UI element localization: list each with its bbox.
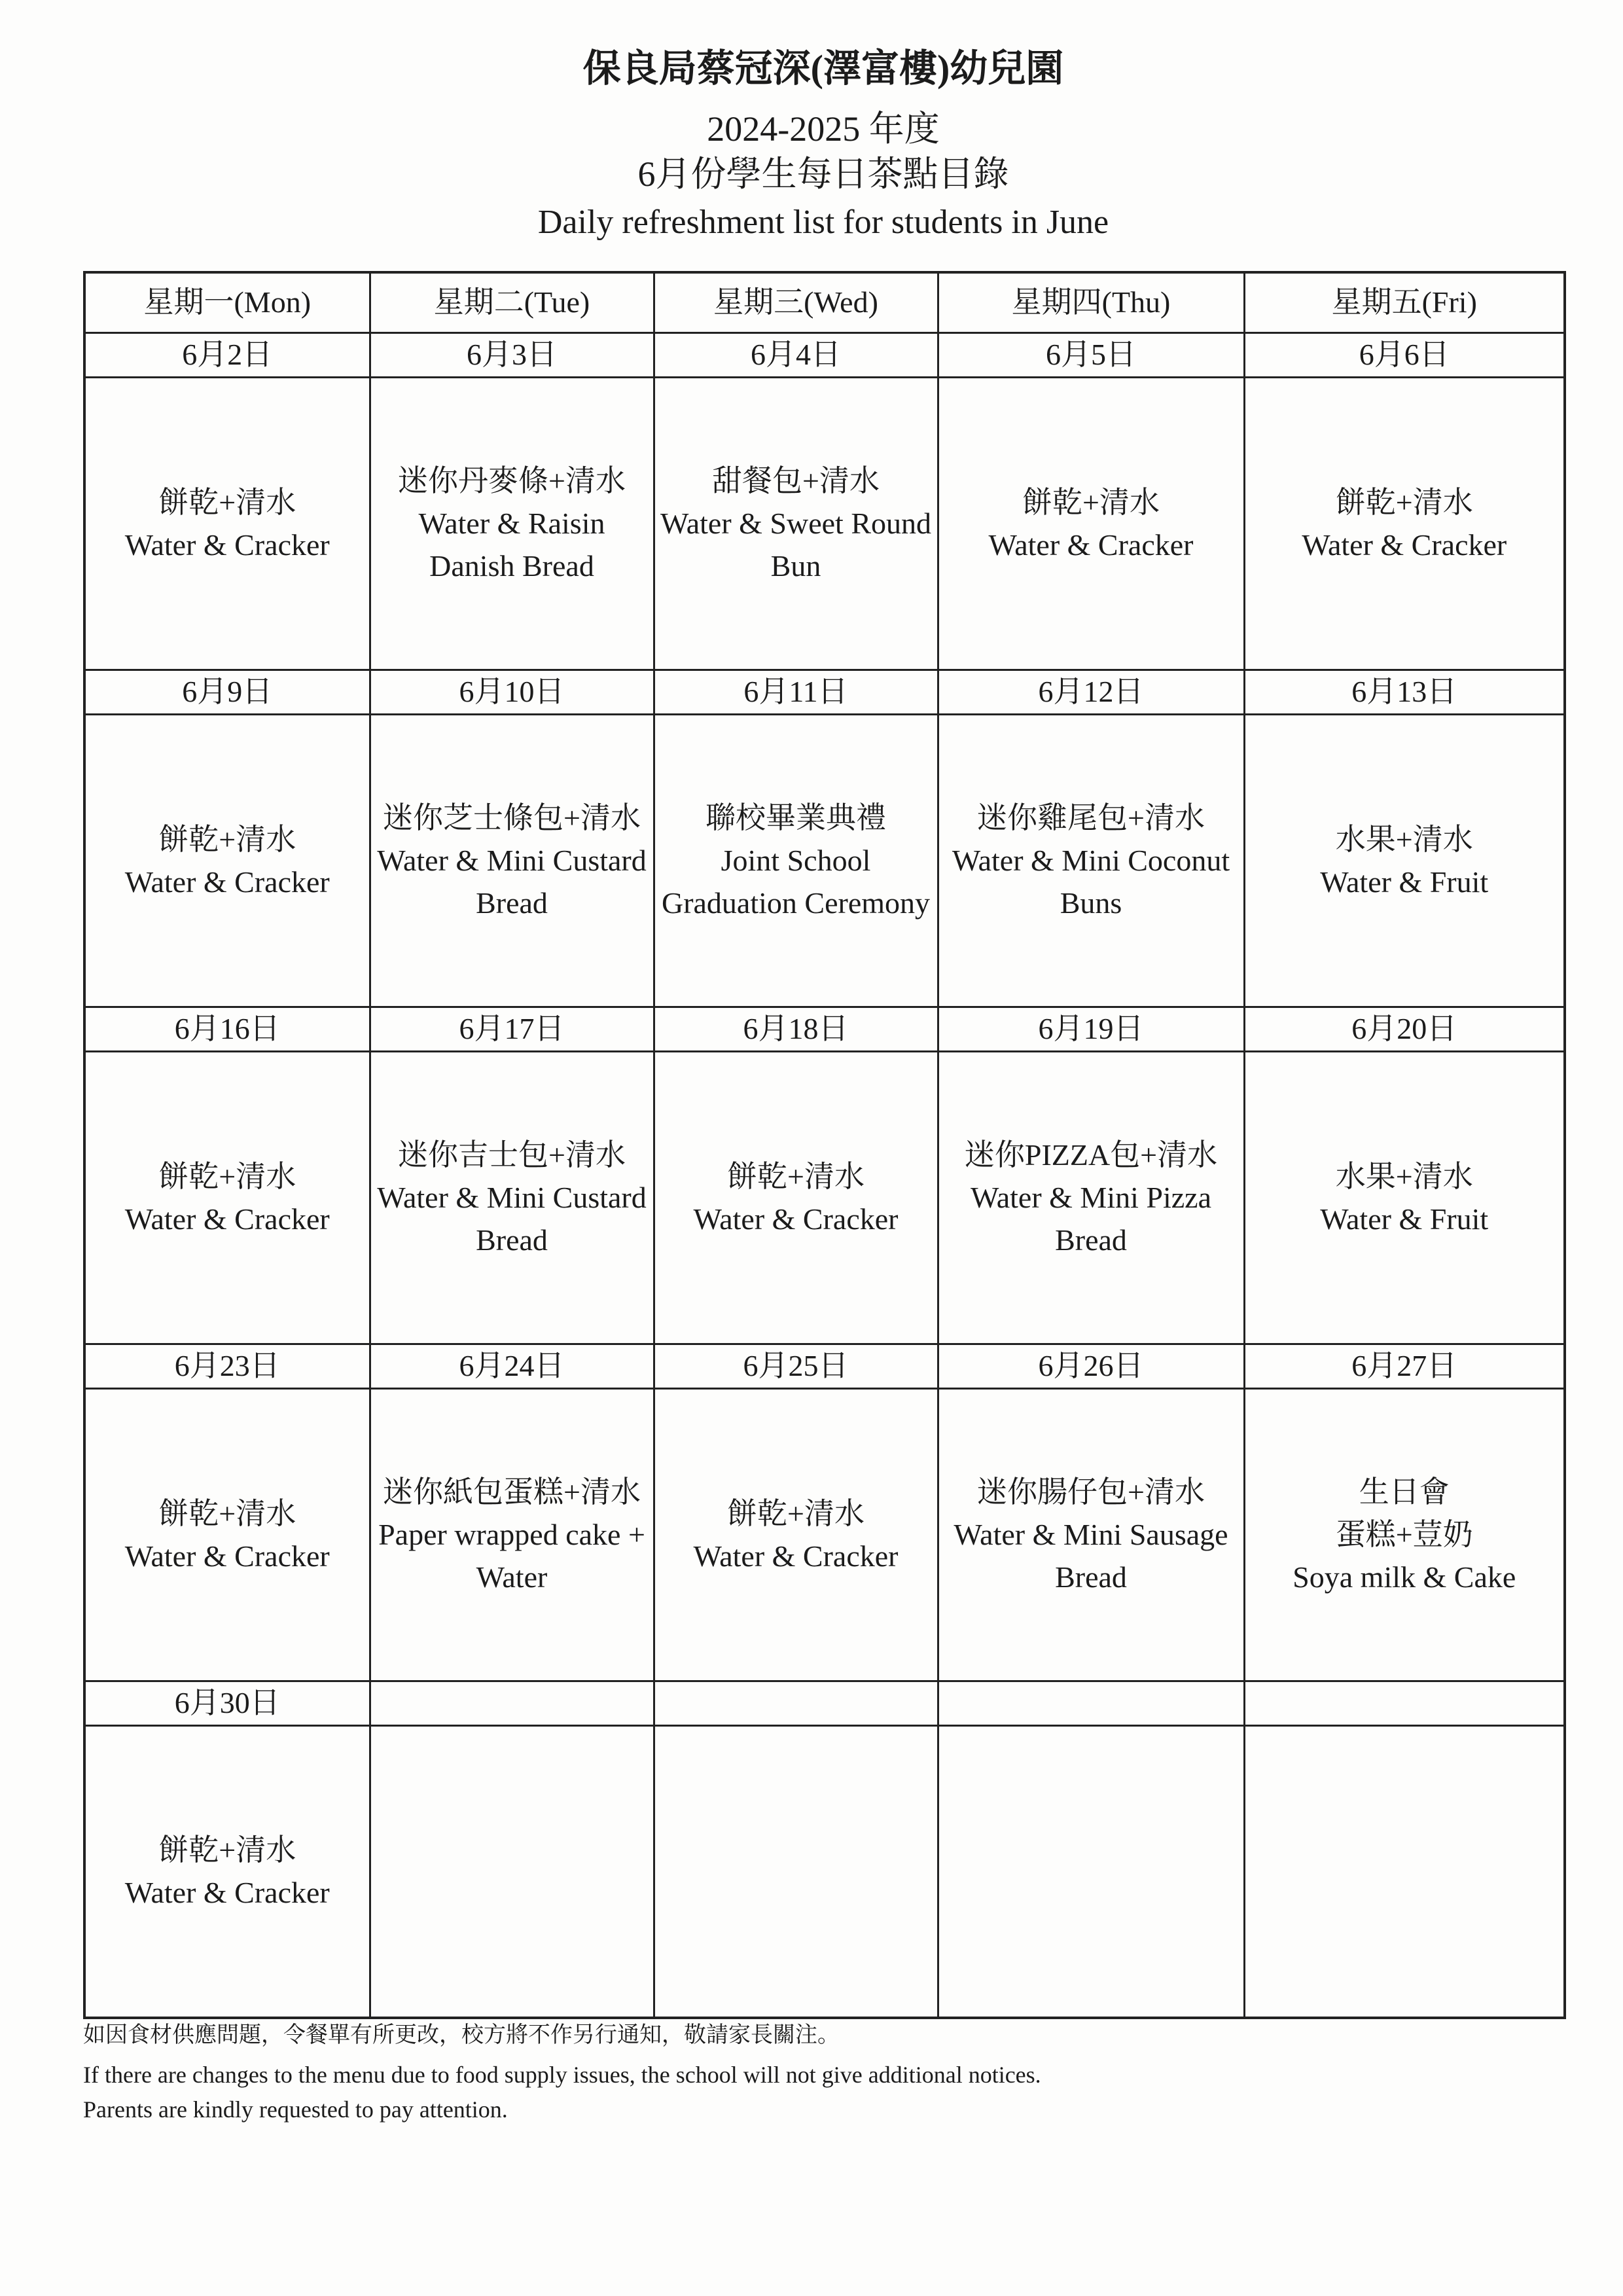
title-en: Daily refreshment list for students in June	[537, 204, 1109, 241]
menu-cell	[1244, 377, 1565, 670]
weekday-monday: 星期一(Mon)	[84, 272, 370, 332]
date-cell: 6月12日	[938, 670, 1244, 714]
menu-cell	[84, 714, 370, 1007]
menu-cell	[370, 1051, 654, 1344]
school-year: 2024-2025 年度	[707, 109, 940, 149]
weekday-thursday: 星期四(Thu)	[938, 272, 1244, 332]
menu-row	[84, 1388, 1565, 1681]
empty-date-cell	[1244, 1681, 1565, 1725]
date-cell: 6月26日	[938, 1344, 1244, 1388]
menu-item-en: Water & Cracker	[988, 528, 1194, 562]
menu-cell	[370, 714, 654, 1007]
empty-menu-cell	[370, 1725, 654, 2018]
menu-cell	[938, 377, 1244, 670]
empty-menu-cell	[1244, 1725, 1565, 2018]
menu-item-zh: 餅乾+清水	[1335, 485, 1473, 519]
date-cell: 6月11日	[654, 670, 938, 714]
menu-item-en: Soya milk & Cake	[1293, 1560, 1516, 1594]
menu-item-en-line2: Buns	[1060, 886, 1122, 920]
menu-item-zh: 甜餐包+清水	[712, 464, 880, 497]
empty-date-cell	[370, 1681, 654, 1725]
menu-item-en: Water & Cracker	[124, 1876, 330, 1910]
school-name: 保良局蔡冠深(澤富樓)幼兒園	[582, 47, 1064, 90]
menu-item-en: Water & Mini Sausage	[954, 1518, 1228, 1551]
menu-cell	[654, 1051, 938, 1344]
menu-cell	[370, 377, 654, 670]
menu-item-zh: 迷你雞尾包+清水	[977, 801, 1205, 834]
menu-item-en: Paper wrapped cake +	[378, 1518, 645, 1551]
menu-row	[84, 1725, 1565, 2018]
menu-item-en: Water & Cracker	[1302, 528, 1507, 562]
menu-cell	[84, 1388, 370, 1681]
weekday-header-row	[84, 272, 1565, 332]
menu-item-zh: 迷你吉士包+清水	[398, 1138, 626, 1172]
event-en: Joint School	[721, 844, 871, 877]
menu-item-en-line2: Bread	[476, 1223, 548, 1257]
event-cell	[654, 714, 938, 1007]
menu-row	[84, 714, 1565, 1007]
date-row	[84, 1007, 1565, 1051]
menu-item-zh: 迷你紙包蛋糕+清水	[383, 1475, 641, 1509]
menu-item-zh: 水果+清水	[1335, 1159, 1473, 1193]
menu-item-zh: 餅乾+清水	[1022, 485, 1160, 519]
menu-item-en: Water & Cracker	[124, 1539, 330, 1573]
menu-item-zh: 餅乾+清水	[158, 822, 296, 856]
menu-item-en-line2: Bun	[770, 549, 821, 583]
menu-item-en: Water & Mini Pizza	[970, 1181, 1212, 1214]
date-cell: 6月23日	[84, 1344, 370, 1388]
menu-item-zh: 餅乾+清水	[727, 1496, 865, 1530]
event-zh: 聯校畢業典禮	[705, 801, 886, 834]
menu-item-en: Water & Mini Coconut	[952, 844, 1230, 877]
menu-cell	[654, 377, 938, 670]
menu-item-en-line2: Bread	[1055, 1560, 1127, 1594]
menu-item-en: Water & Fruit	[1320, 865, 1489, 899]
date-cell: 6月20日	[1244, 1007, 1565, 1051]
menu-item-en: Water & Fruit	[1320, 1202, 1489, 1236]
menu-cell	[1244, 714, 1565, 1007]
empty-date-cell	[938, 1681, 1244, 1725]
date-cell: 6月6日	[1244, 332, 1565, 377]
date-cell: 6月2日	[84, 332, 370, 377]
date-row	[84, 332, 1565, 377]
menu-item-zh: 餅乾+清水	[158, 485, 296, 519]
menu-item-en: Water & Cracker	[124, 1202, 330, 1236]
date-row	[84, 670, 1565, 714]
menu-item-en: Water & Raisin	[418, 507, 605, 540]
menu-item-en: Water & Cracker	[124, 528, 330, 562]
weekday-wednesday: 星期三(Wed)	[654, 272, 938, 332]
menu-cell	[938, 714, 1244, 1007]
footnote-zh: 如因食材供應問題，令餐單有所更改，校方將不作另行通知，敬請家長關注。	[83, 2023, 840, 2047]
empty-menu-cell	[938, 1725, 1244, 2018]
menu-cell	[84, 1725, 370, 2018]
menu-item-en: Water & Sweet Round	[660, 507, 932, 540]
menu-item-zh: 餅乾+清水	[158, 1159, 296, 1193]
menu-item-en: Water & Cracker	[693, 1202, 899, 1236]
menu-item-en: Water & Cracker	[693, 1539, 899, 1573]
event-zh: 生日會	[1359, 1475, 1450, 1509]
date-cell: 6月25日	[654, 1344, 938, 1388]
menu-cell	[84, 1051, 370, 1344]
menu-item-zh: 迷你芝士條包+清水	[383, 801, 641, 834]
empty-date-cell	[654, 1681, 938, 1725]
menu-item-en-line2: Water	[476, 1560, 548, 1594]
menu-row	[84, 1051, 1565, 1344]
menu-cell	[938, 1388, 1244, 1681]
footnote-en-line2: Parents are kindly requested to pay attention.	[83, 2096, 508, 2123]
menu-item-en-line2: Bread	[476, 886, 548, 920]
menu-cell	[1244, 1051, 1565, 1344]
event-en-line2: Graduation Ceremony	[661, 886, 931, 920]
menu-item-zh: 餅乾+清水	[158, 1833, 296, 1867]
menu-item-zh: 水果+清水	[1335, 822, 1473, 856]
date-row	[84, 1681, 1565, 1725]
menu-item-en-line2: Danish Bread	[429, 549, 594, 583]
date-cell: 6月5日	[938, 332, 1244, 377]
date-cell: 6月9日	[84, 670, 370, 714]
weekday-friday: 星期五(Fri)	[1244, 272, 1565, 332]
menu-row	[84, 377, 1565, 670]
date-cell: 6月10日	[370, 670, 654, 714]
menu-item-en: Water & Cracker	[124, 865, 330, 899]
date-cell: 6月18日	[654, 1007, 938, 1051]
menu-item-zh: 蛋糕+荳奶	[1335, 1518, 1473, 1551]
date-cell: 6月13日	[1244, 670, 1565, 714]
menu-item-en: Water & Mini Custard	[377, 1181, 647, 1214]
menu-item-zh: 迷你腸仔包+清水	[977, 1475, 1205, 1509]
birthday-cell	[1244, 1388, 1565, 1681]
menu-cell	[370, 1388, 654, 1681]
menu-item-zh: 迷你丹麥條+清水	[398, 464, 626, 497]
menu-cell	[654, 1388, 938, 1681]
menu-item-en-line2: Bread	[1055, 1223, 1127, 1257]
date-row	[84, 1344, 1565, 1388]
menu-item-zh: 餅乾+清水	[158, 1496, 296, 1530]
menu-cell	[938, 1051, 1244, 1344]
date-cell: 6月16日	[84, 1007, 370, 1051]
menu-item-zh: 迷你PIZZA包+清水	[964, 1138, 1218, 1172]
refreshment-table	[83, 271, 1566, 2019]
date-cell: 6月24日	[370, 1344, 654, 1388]
menu-item-en: Water & Mini Custard	[377, 844, 647, 877]
date-cell: 6月19日	[938, 1007, 1244, 1051]
footnote-en-line1: If there are changes to the menu due to food supply issues, the school will not give additional notices.	[83, 2062, 1041, 2088]
date-cell: 6月27日	[1244, 1344, 1565, 1388]
menu-cell	[84, 377, 370, 670]
title-zh: 6月份學生每日茶點目錄	[637, 154, 1009, 194]
weekday-tuesday: 星期二(Tue)	[370, 272, 654, 332]
menu-item-zh: 餅乾+清水	[727, 1159, 865, 1193]
date-cell: 6月17日	[370, 1007, 654, 1051]
date-cell: 6月4日	[654, 332, 938, 377]
date-cell: 6月30日	[84, 1681, 370, 1725]
empty-menu-cell	[654, 1725, 938, 2018]
date-cell: 6月3日	[370, 332, 654, 377]
